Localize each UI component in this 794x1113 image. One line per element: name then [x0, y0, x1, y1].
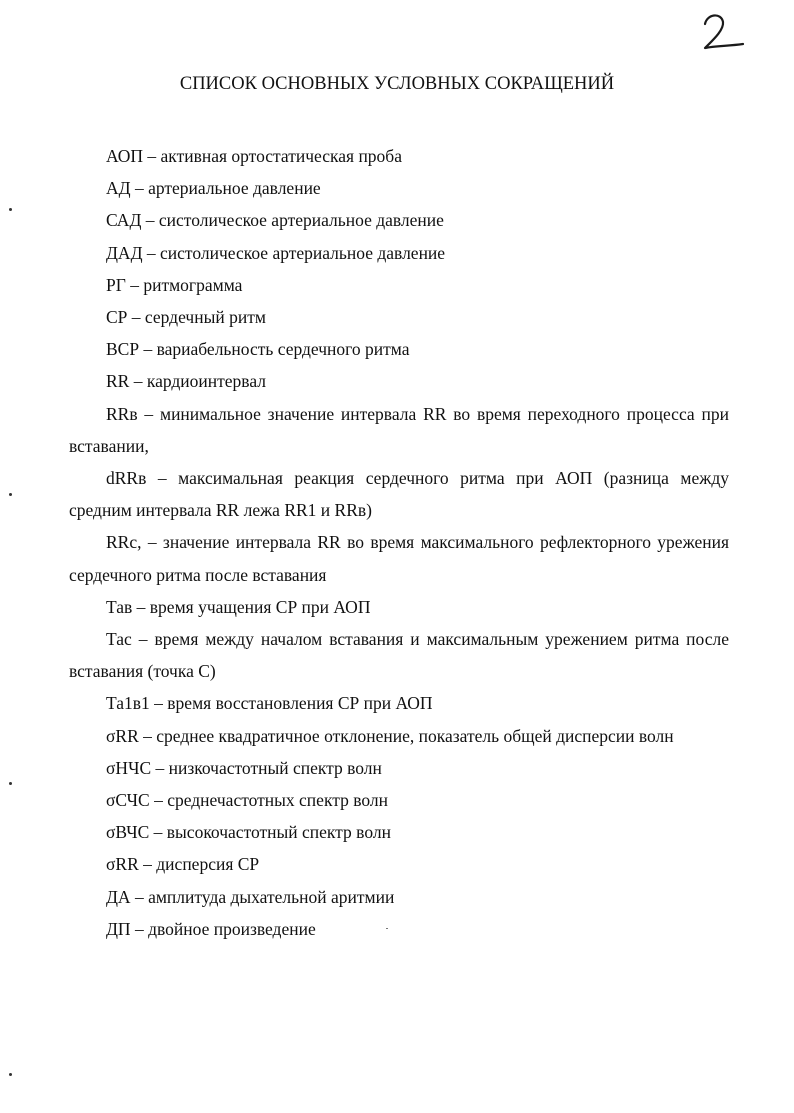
abbreviation-entry: ВСР – вариабельность сердечного ритма — [106, 339, 410, 360]
handwritten-number-glyph — [697, 10, 747, 54]
abbreviation-entry: СР – сердечный ритм — [106, 307, 266, 328]
scan-mark — [9, 208, 12, 211]
scan-mark — [9, 1073, 12, 1076]
abbreviation-entry: σRR – дисперсия СР — [106, 854, 260, 875]
abbreviation-entry: САД – систолическое артериальное давление — [106, 210, 444, 231]
scan-speck — [386, 928, 388, 929]
scan-mark — [9, 493, 12, 496]
abbreviation-entry: РГ – ритмограмма — [106, 274, 243, 295]
scan-mark — [9, 782, 12, 785]
abbreviation-entry: σRR – среднее квадратичное отклонение, показатель общей дисперсии волн — [106, 725, 674, 746]
abbreviation-entry: σСЧС – среднечастотных спектр волн — [106, 790, 388, 811]
abbreviation-entry: RRв – минимальное значение интервала RR во время переходного процесса при вставании, — [69, 403, 729, 456]
abbreviation-entry: АД – артериальное давление — [106, 178, 321, 199]
abbreviation-entry: σВЧС – высокочастотный спектр волн — [106, 822, 391, 843]
handwritten-page-number — [697, 10, 747, 54]
abbreviation-entry: ДАД – систолическое артериальное давление — [106, 242, 446, 263]
abbreviation-entry: RRc, – значение интервала RR во время максимального рефлекторного урежения сердечного ритма после вставания — [69, 532, 729, 585]
page-title: СПИСОК ОСНОВНЫХ УСЛОВНЫХ СОКРАЩЕНИЙ — [179, 74, 615, 94]
abbreviation-entry: RR – кардиоинтервал — [106, 371, 266, 392]
abbreviation-list — [69, 140, 729, 945]
abbreviation-entry: ДП – двойное произведение — [106, 918, 316, 939]
abbreviation-entry: ДА – амплитуда дыхательной аритмии — [106, 886, 395, 907]
abbreviation-entry: АОП – активная ортостатическая проба — [106, 146, 402, 166]
abbreviation-entry: Тас – время между началом вставания и максимальным урежением ритма после вставания (точка С) — [69, 629, 729, 682]
abbreviation-entry: Тав – время учащения СР при АОП — [106, 596, 371, 617]
abbreviation-entry: dRRв – максимальная реакция сердечного ритма при АОП (разница между средним интервала RR лежа RR1 и RRв) — [69, 468, 729, 521]
abbreviation-entry: Та1в1 – время восстановления СР при АОП — [106, 693, 433, 714]
abbreviation-entry: σНЧС – низкочастотный спектр волн — [106, 757, 382, 778]
